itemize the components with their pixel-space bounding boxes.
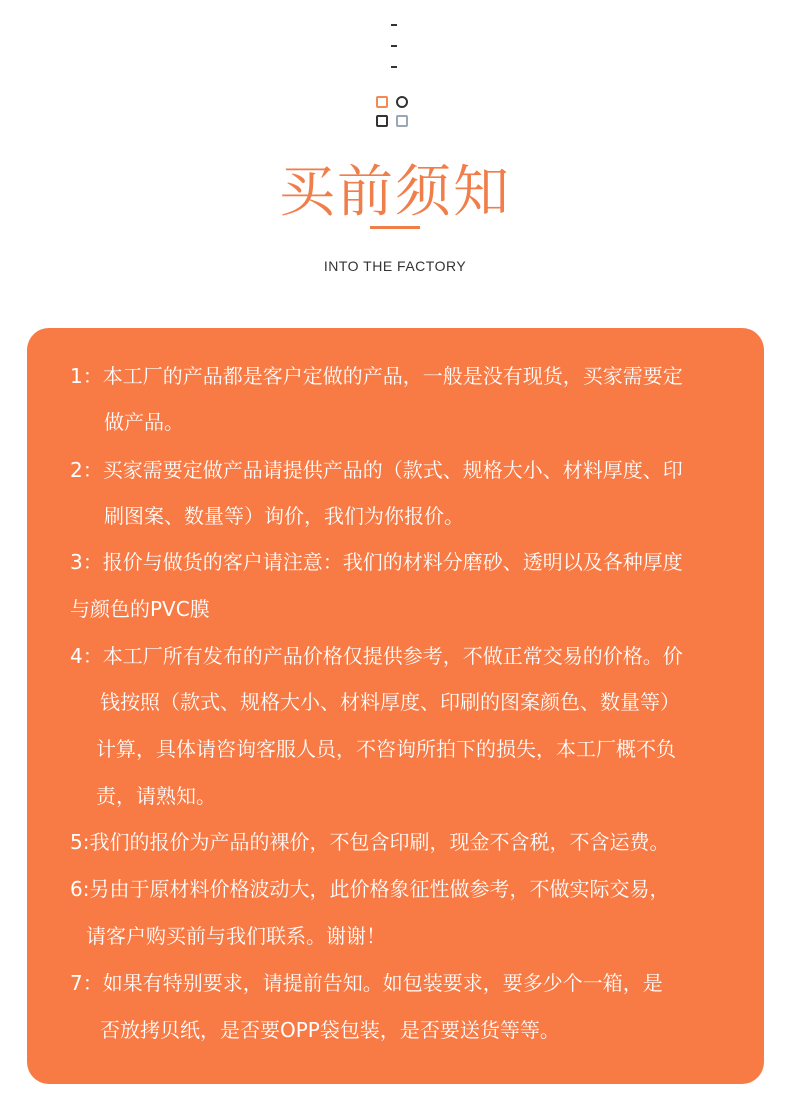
square-circle-grid-icon [376, 96, 416, 132]
notice-line: 1：本工厂的产品都是客户定做的产品，一般是没有现货，买家需要定 [70, 364, 683, 388]
notice-line: 请客户购买前与我们联系。谢谢！ [86, 924, 386, 948]
notice-line: 4：本工厂所有发布的产品价格仅提供参考，不做正常交易的价格。价 [70, 644, 683, 668]
page-title: 买前须知 [279, 160, 511, 225]
dash-icon [391, 45, 397, 47]
orange-square-icon [376, 96, 388, 108]
notice-line: 2：买家需要定做产品请提供产品的（款式、规格大小、材料厚度、印 [70, 458, 683, 482]
notice-line: 3：报价与做货的客户请注意：我们的材料分磨砂、透明以及各种厚度 [70, 550, 683, 574]
page-subtitle: INTO THE FACTORY [323, 258, 467, 274]
notice-line: 与颜色的PVC膜 [70, 597, 210, 621]
notice-line: 刷图案、数量等）询价，我们为你报价。 [104, 504, 464, 528]
notice-line: 计算，具体请咨询客服人员，不咨询所拍下的损失，本工厂概不负 [96, 737, 676, 761]
notice-line: 否放拷贝纸，是否要OPP袋包装，是否要送货等等。 [100, 1018, 560, 1042]
notice-line: 责，请熟知。 [96, 784, 216, 808]
dash-icon [391, 24, 397, 26]
notice-line: 做产品。 [104, 410, 184, 434]
notice-line: 5:我们的报价为产品的裸价，不包含印刷，现金不含税，不含运费。 [70, 830, 670, 854]
notice-line: 6:另由于原材料价格波动大，此价格象征性做参考，不做实际交易， [70, 877, 670, 901]
dark-square-icon [376, 115, 388, 127]
gray-square-icon [396, 115, 408, 127]
dash-icon [391, 66, 397, 68]
decorative-dashes [391, 24, 399, 87]
notice-line: 钱按照（款式、规格大小、材料厚度、印刷的图案颜色、数量等） [100, 690, 680, 714]
circle-icon [396, 96, 408, 108]
notice-line: 7：如果有特别要求，请提前告知。如包装要求，要多少个一箱，是 [70, 971, 663, 995]
title-underline [370, 226, 420, 229]
